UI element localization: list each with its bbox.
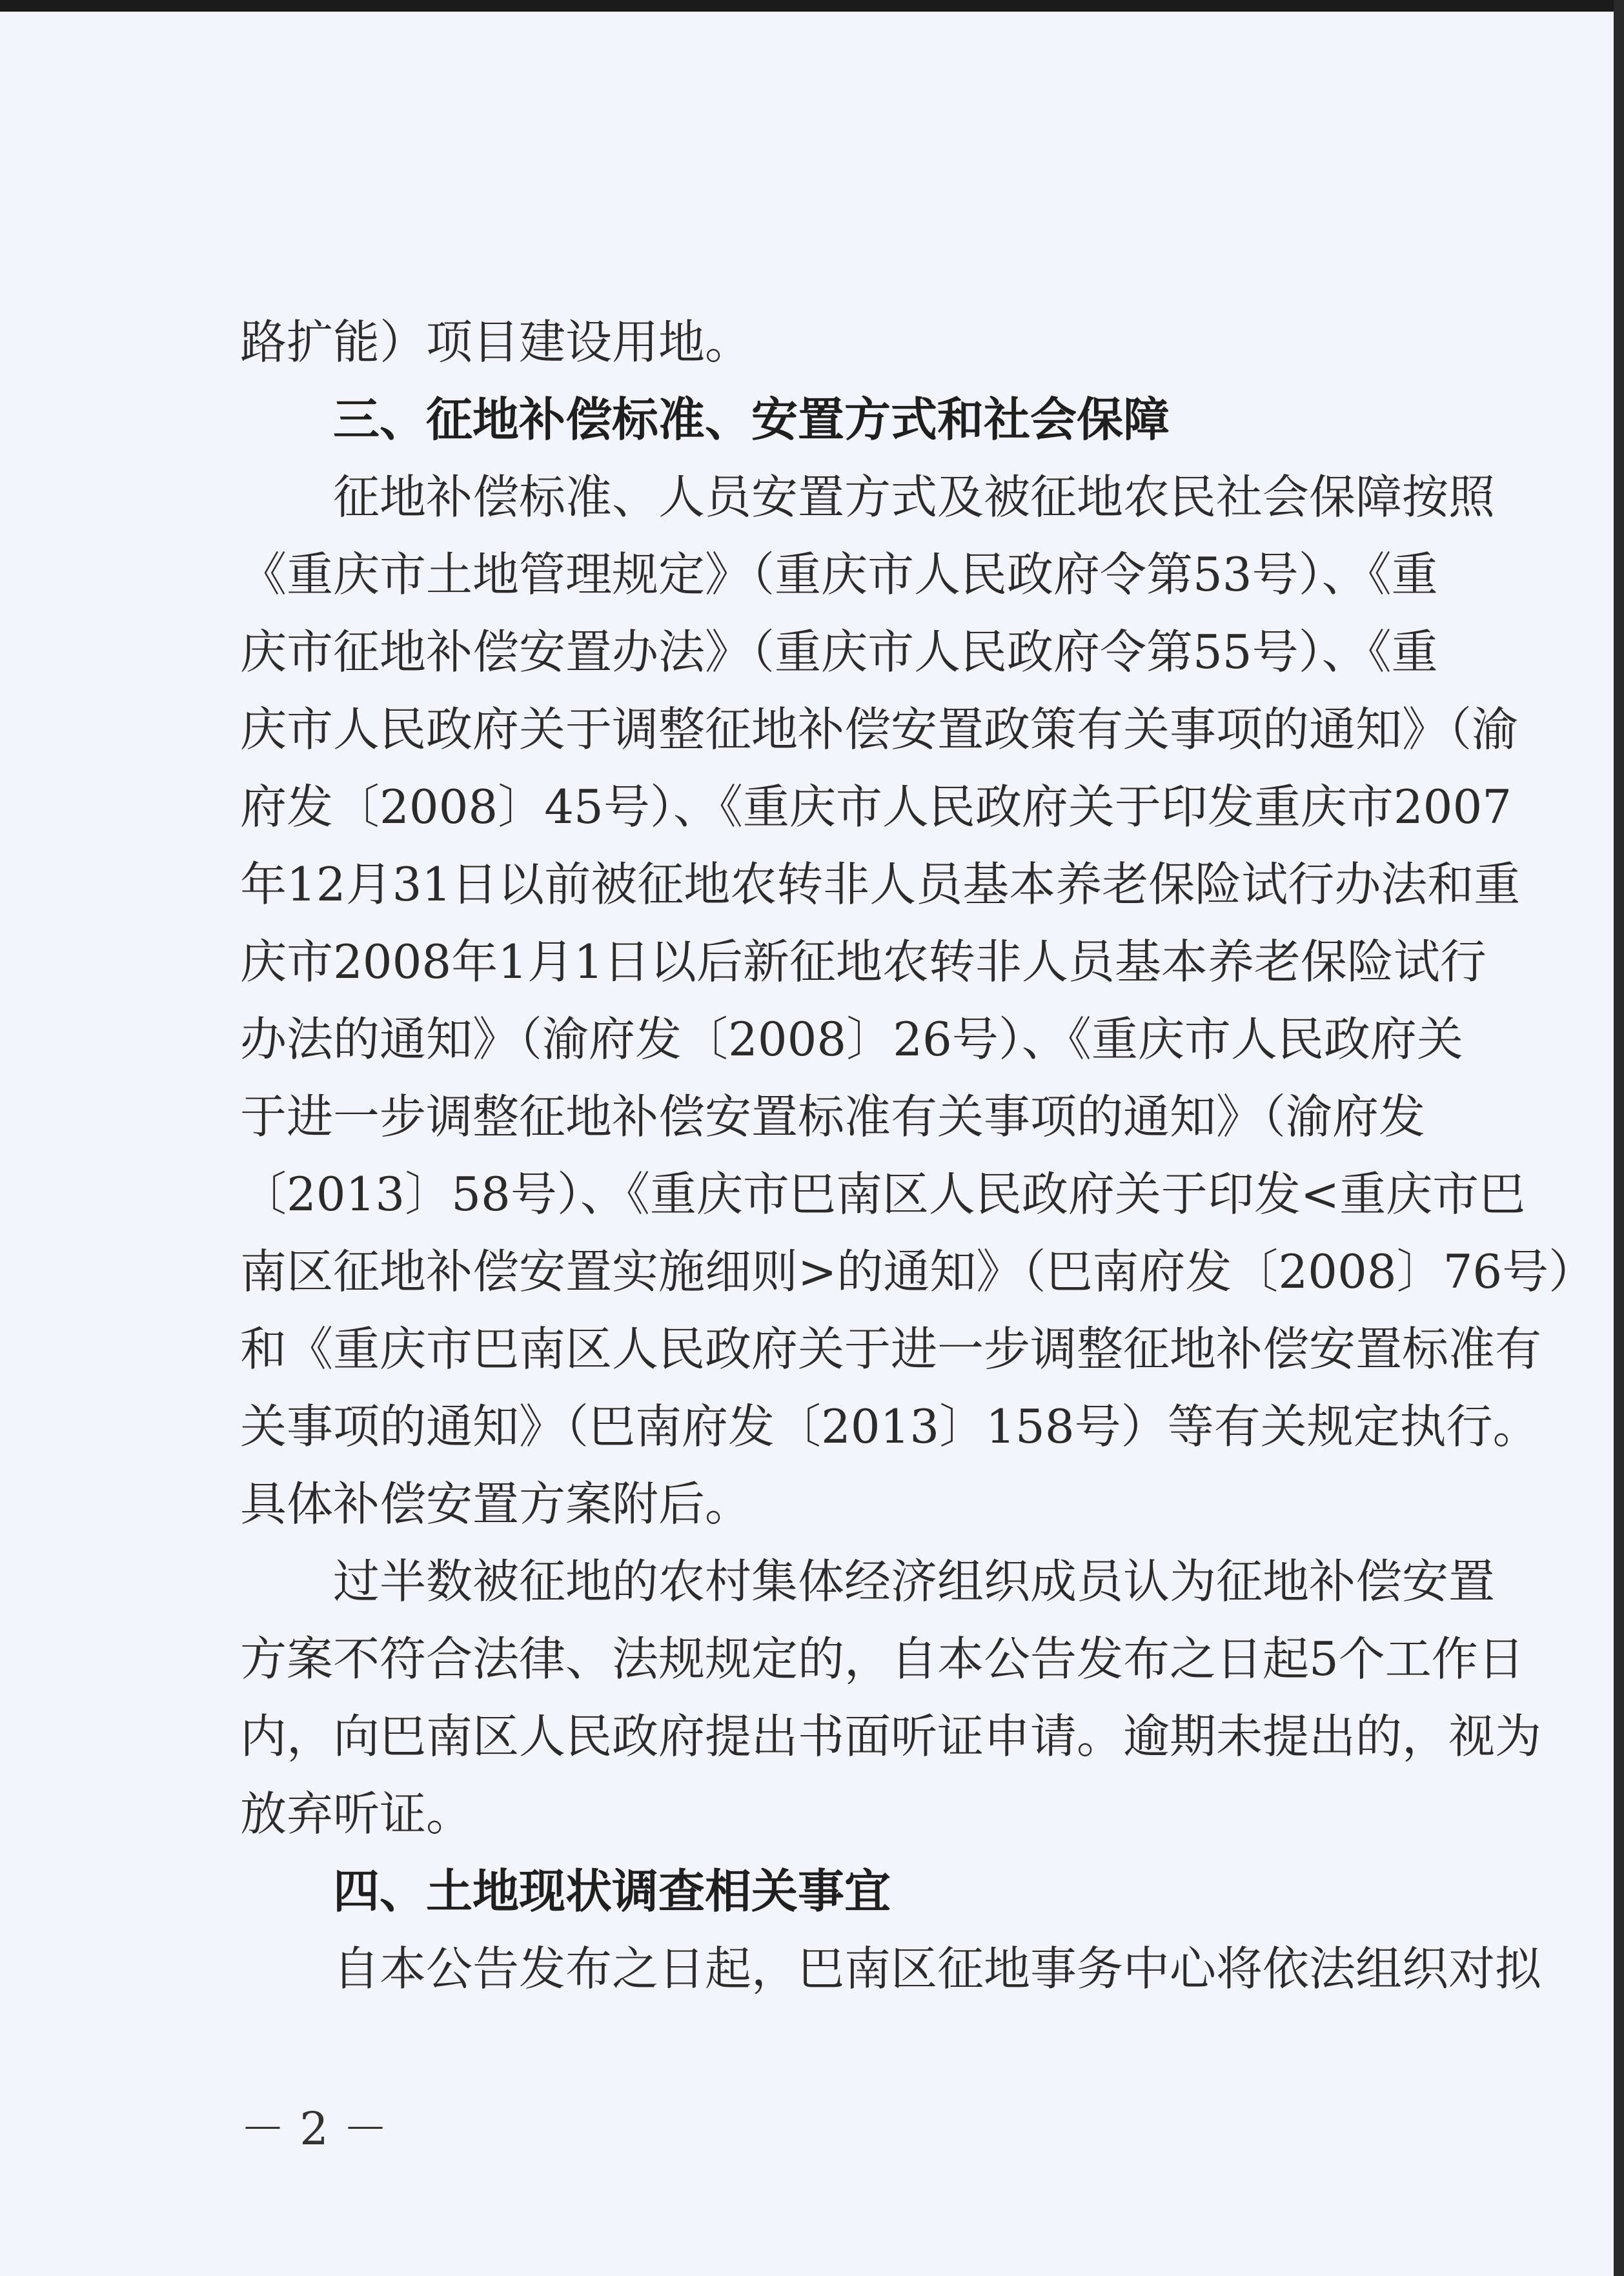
paragraph-line: 自本公告发布之日起，巴南区征地事务中心将依法组织对拟 [333,1942,1542,1996]
scan-edge-right [1614,0,1624,2276]
paragraph-line: 内，向巴南区人民政府提出书面听证申请。逾期未提出的，视为 [240,1709,1542,1763]
paragraph-line: 庆市征地补偿安置办法》（重庆市人民政府令第55号）、《重 [240,625,1438,679]
paragraph-line: 征地补偿标准、人员安置方式及被征地农民社会保障按照 [333,470,1496,524]
document-body [240,303,1596,2007]
paragraph-line: 办法的通知》（渝府发〔2008〕26号）、《重庆市人民政府关 [240,1012,1463,1066]
paragraph-line: 《重庆市土地管理规定》（重庆市人民政府令第53号）、《重 [240,547,1438,602]
page-number: － 2 － [240,2102,389,2155]
section-heading-3: 三、征地补偿标准、安置方式和社会保障 [333,392,1170,447]
section-heading-4: 四、土地现状调查相关事宜 [333,1864,891,1918]
paragraph-line: 路扩能）项目建设用地。 [240,315,752,369]
paragraph-line: 庆市人民政府关于调整征地补偿安置政策有关事项的通知》（渝 [240,702,1519,757]
paragraph-line: 和《重庆市巴南区人民政府关于进一步调整征地补偿安置标准有 [240,1322,1542,1376]
paragraph-line: 于进一步调整征地补偿安置标准有关事项的通知》（渝府发 [240,1090,1426,1144]
scan-edge-top [0,0,1624,12]
paragraph-line: 过半数被征地的农村集体经济组织成员认为征地补偿安置 [333,1554,1496,1609]
paragraph-line: 放弃听证。 [240,1787,473,1841]
paragraph-line: 南区征地补偿安置实施细则>的通知》（巴南府发〔2008〕76号） [240,1245,1596,1299]
paragraph-line: 方案不符合法律、法规规定的，自本公告发布之日起5个工作日 [240,1632,1525,1686]
paragraph-line: 庆市2008年1月1日以后新征地农转非人员基本养老保险试行 [240,935,1487,989]
paragraph-line: 〔2013〕58号）、《重庆市巴南区人民政府关于印发<重庆市巴 [240,1167,1526,1221]
paragraph-line: 关事项的通知》（巴南府发〔2013〕158号）等有关规定执行。 [240,1399,1539,1454]
paragraph-line: 具体补偿安置方案附后。 [240,1477,752,1531]
paragraph-line: 府发〔2008〕45号）、《重庆市人民政府关于印发重庆市2007 [240,780,1512,834]
paragraph-line: 年12月31日以前被征地农转非人员基本养老保险试行办法和重 [240,857,1521,911]
